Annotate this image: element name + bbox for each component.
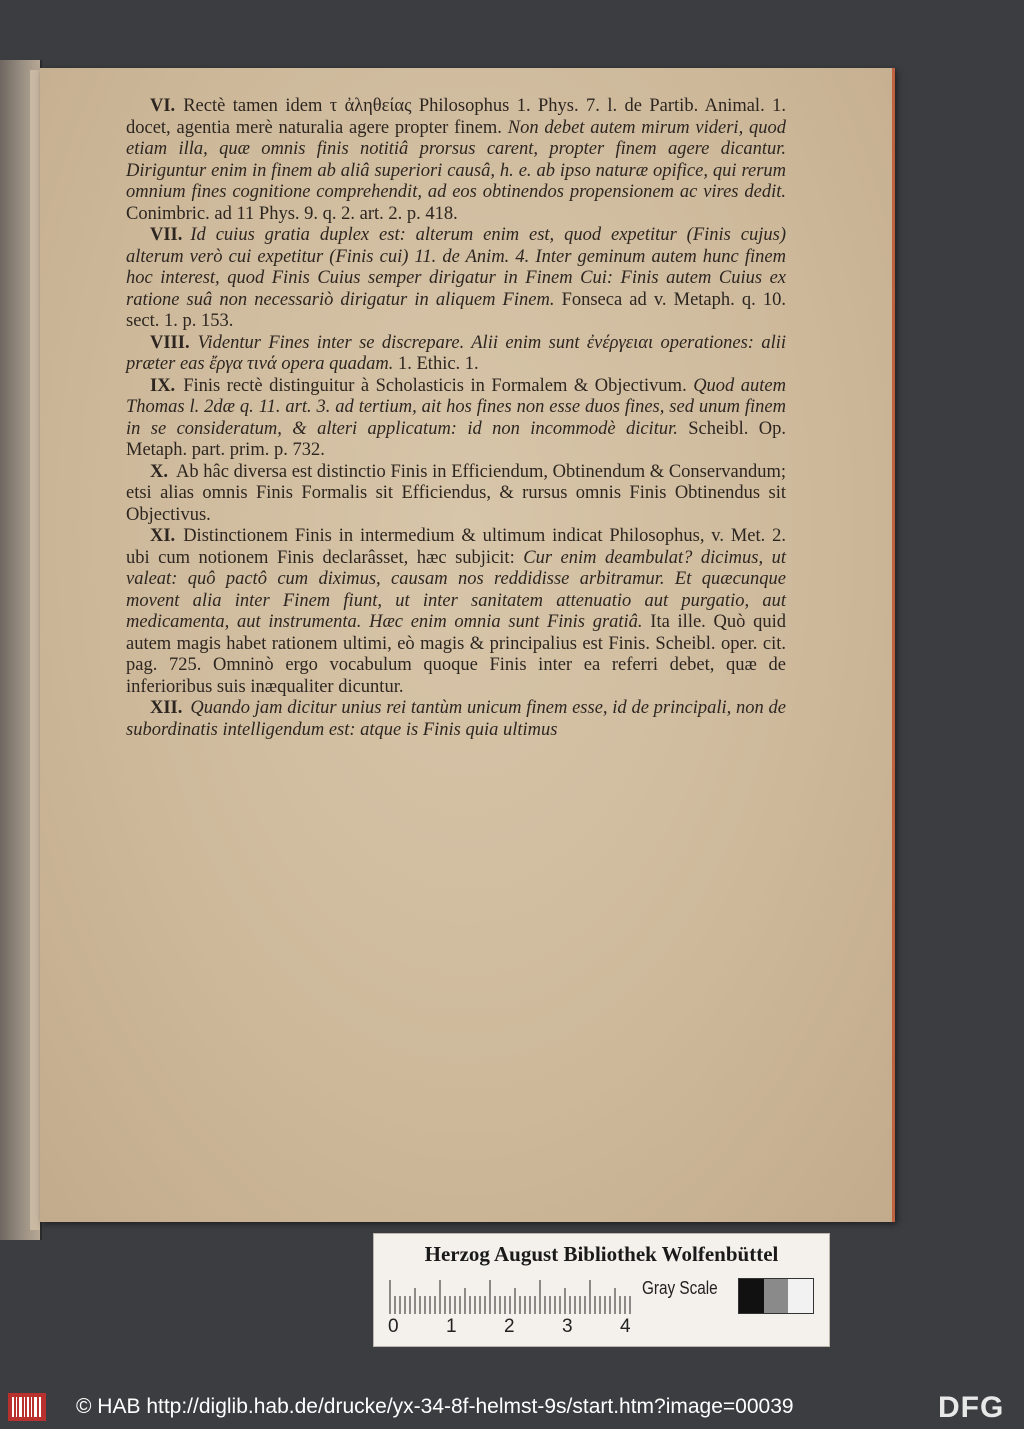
- paragraph-italic: Quando jam dicitur unius rei tantùm unicum finem esse, id de principali, non de subordinatis intelligendum est: atque is Finis quia ultimus: [126, 698, 786, 740]
- paragraph: [126, 225, 786, 333]
- paragraph: [126, 333, 786, 376]
- page-text: [126, 96, 786, 741]
- paragraph-tail: Ita ille. Quò quid autem magis habet rationem ultimi, eò magis & principalius est Finis. Scheibl. oper. cit. pag. 725. Omninò ergo vocabulum quoque Finis inter ea referri debet, quæ de inferioribus suis inæqualiter dicuntur.: [126, 612, 786, 697]
- gray-patch: [788, 1279, 813, 1313]
- paragraph-text: Rectè tamen idem τ ἀληθείας Philosophus 1. Phys. 7. l. de Partib. Animal. 1. docet, agentia merè naturalia agere propter finem.: [126, 96, 786, 138]
- gray-scale-label: Gray Scale: [642, 1278, 718, 1298]
- adjacent-page-paper: [30, 70, 40, 1230]
- ruler-number: 3: [562, 1316, 573, 1337]
- paragraph: [126, 96, 786, 225]
- paragraph-italic: Non debet autem mirum videri, quod etiam illa, quæ omnis finis notitiâ prorsus carent, propter finem agere dicantur. Diriguntur enim in finem ab aliâ superiori causâ, h. e. ab ipso naturæ opifice, qui rerum omnium fines cognitione comprehendit, ad eos obtinendos propensionem ac vires dedit.: [126, 117, 787, 202]
- paragraph-italic: Quod autem Thomas l. 2dæ q. 11. art. 3. ad tertium, ait hos fines non esse duos fines, sed unum finem in se consideratum, & alteri applicatum: id non incommodè dicitur.: [126, 375, 786, 439]
- barcode-logo-icon: [8, 1393, 46, 1421]
- paragraph-text: Finis rectè distinguitur à Scholasticis in Formalem & Objectivum.: [183, 375, 694, 396]
- paragraph-tail: Conimbric. ad 11 Phys. 9. q. 2. art. 2. p. 418.: [126, 203, 458, 224]
- ruler-number: 0: [388, 1316, 399, 1337]
- gray-patch: [739, 1279, 764, 1313]
- paragraph-italic: Id cuius gratia duplex est: alterum enim est, quod expetitur (Finis cujus) alterum verò cui expetitur (Finis cui) 11. de Anim. 4. Inter geminum autem hunc finem hoc interest, quod Finis Cuius semper dirigatur in Finem Cui: Finis autem Cuius ex ratione suâ non necessariò dirigatur in aliquem Finem.: [126, 225, 786, 310]
- ruler-number: 1: [446, 1316, 457, 1337]
- paragraph-number: IX.: [150, 375, 176, 396]
- ruler-scale: [388, 1280, 633, 1314]
- book-page: [40, 68, 895, 1222]
- paragraph-italic: Videntur Fines inter se discrepare. Alii enim sunt ἐνέργειαι operationes: alii præter eas ἔργα τινά opera quadam.: [126, 332, 786, 374]
- paragraph-number: VIII.: [150, 332, 190, 353]
- paragraph-italic: Cur enim deambulat? dicimus, ut valeat: quô pactô cum diximus, causam nos reddidisse arbitramur. Et quæcunque movent alia inter Finem fiunt, ut inter sanitatem attenuatio aut purgatio, aut medicamenta, aut instrumenta. Hæc enim omnia sunt Finis gratiâ.: [126, 547, 786, 632]
- paragraph-number: X.: [150, 461, 168, 482]
- paragraph-tail: Fonseca ad v. Metaph. q. 10. sect. 1. p. 153.: [126, 289, 786, 331]
- ruler-number: 2: [504, 1316, 515, 1337]
- copyright-url[interactable]: © HAB http://diglib.hab.de/drucke/yx-34-8f-helmst-9s/start.htm?image=00039: [76, 1395, 794, 1418]
- paragraph: [126, 462, 786, 527]
- paragraph-tail: Scheibl. Op. Metaph. part. prim. p. 732.: [126, 418, 786, 460]
- gray-scale-patches: [738, 1278, 814, 1314]
- paragraph-number: VI.: [150, 96, 176, 116]
- ruler-numbers: [388, 1316, 648, 1340]
- paragraph: [126, 698, 786, 741]
- paragraph-number: XI.: [150, 526, 176, 546]
- viewer-footer: [0, 1389, 1024, 1429]
- paragraph-number: VII.: [150, 225, 183, 245]
- ruler-number: 4: [620, 1316, 631, 1337]
- dfg-logo: DFG: [938, 1391, 1005, 1424]
- library-name: Herzog August Bibliothek Wolfenbüttel: [424, 1242, 779, 1266]
- paragraph-text: Ab hâc diversa est distinctio Finis in Efficiendum, Obtinendum & Conservandum; etsi alias omnis Finis Formalis sit Efficiendus, & rursus omnis Finis Obtinendus sit Objectivus.: [126, 461, 786, 525]
- library-color-strip: [373, 1233, 830, 1347]
- paragraph: [126, 526, 786, 698]
- paragraph: [126, 376, 786, 462]
- paragraph-number: XII.: [150, 698, 183, 718]
- paragraph-tail: 1. Ethic. 1.: [398, 354, 479, 374]
- paragraph-text: Distinctionem Finis in intermedium & ultimum indicat Philosophus, v. Met. 2. ubi cum notionem Finis declarâsset, hæc subjicit:: [126, 526, 786, 568]
- gray-patch: [764, 1279, 789, 1313]
